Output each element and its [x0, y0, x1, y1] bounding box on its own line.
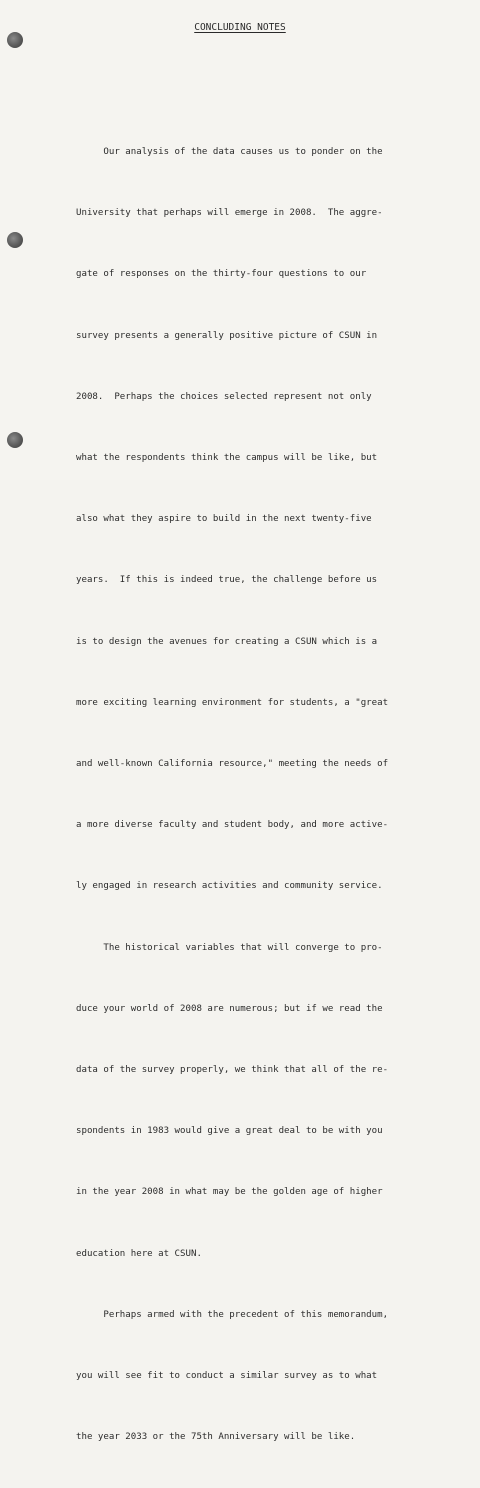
text-line: duce your world of 2008 are numerous; but if we read the	[76, 1003, 383, 1014]
text-line: in the year 2008 in what may be the golden age of higher	[76, 1187, 383, 1198]
binder-hole-middle	[7, 232, 23, 248]
text-line: Our analysis of the data causes us to ponder on the	[76, 147, 383, 158]
text-line: data of the survey properly, we think that all of the re-	[76, 1065, 389, 1076]
text-line: University that perhaps will emerge in 2008. The aggre-	[76, 208, 383, 219]
text-line: gate of responses on the thirty-four questions to our	[76, 269, 367, 280]
text-line: spondents in 1983 would give a great deal to be with you	[76, 1126, 383, 1137]
text-line: more exciting learning environment for students, a "great	[76, 697, 389, 708]
text-line	[76, 81, 416, 101]
text-line: is to design the avenues for creating a CSUN which is a	[76, 636, 378, 647]
text-line: and well-known California resource," meeting the needs of	[76, 759, 389, 770]
text-line: ly engaged in research activities and community service.	[76, 881, 383, 892]
text-line: the year 2033 or the 75th Anniversary will be like.	[76, 1432, 356, 1443]
text-line: 2008. Perhaps the choices selected represent not only	[76, 391, 372, 402]
document-title: CONCLUDING NOTES	[194, 22, 286, 33]
text-line: education here at CSUN.	[76, 1248, 202, 1259]
text-line: also what they aspire to build in the next twenty-five	[76, 514, 372, 525]
text-line: Perhaps armed with the precedent of this memorandum,	[76, 1309, 389, 1320]
binder-hole-top	[7, 32, 23, 48]
document-title-container	[0, 22, 480, 33]
text-line: The historical variables that will converge to pro-	[76, 942, 383, 953]
text-line: a more diverse faculty and student body, and more active-	[76, 820, 389, 831]
document-body	[76, 40, 416, 1488]
text-line: you will see fit to conduct a similar survey as to what	[76, 1371, 378, 1382]
text-line: years. If this is indeed true, the challenge before us	[76, 575, 378, 586]
text-line: what the respondents think the campus will be like, but	[76, 453, 378, 464]
binder-hole-bottom	[7, 432, 23, 448]
text-line: survey presents a generally positive picture of CSUN in	[76, 330, 378, 341]
